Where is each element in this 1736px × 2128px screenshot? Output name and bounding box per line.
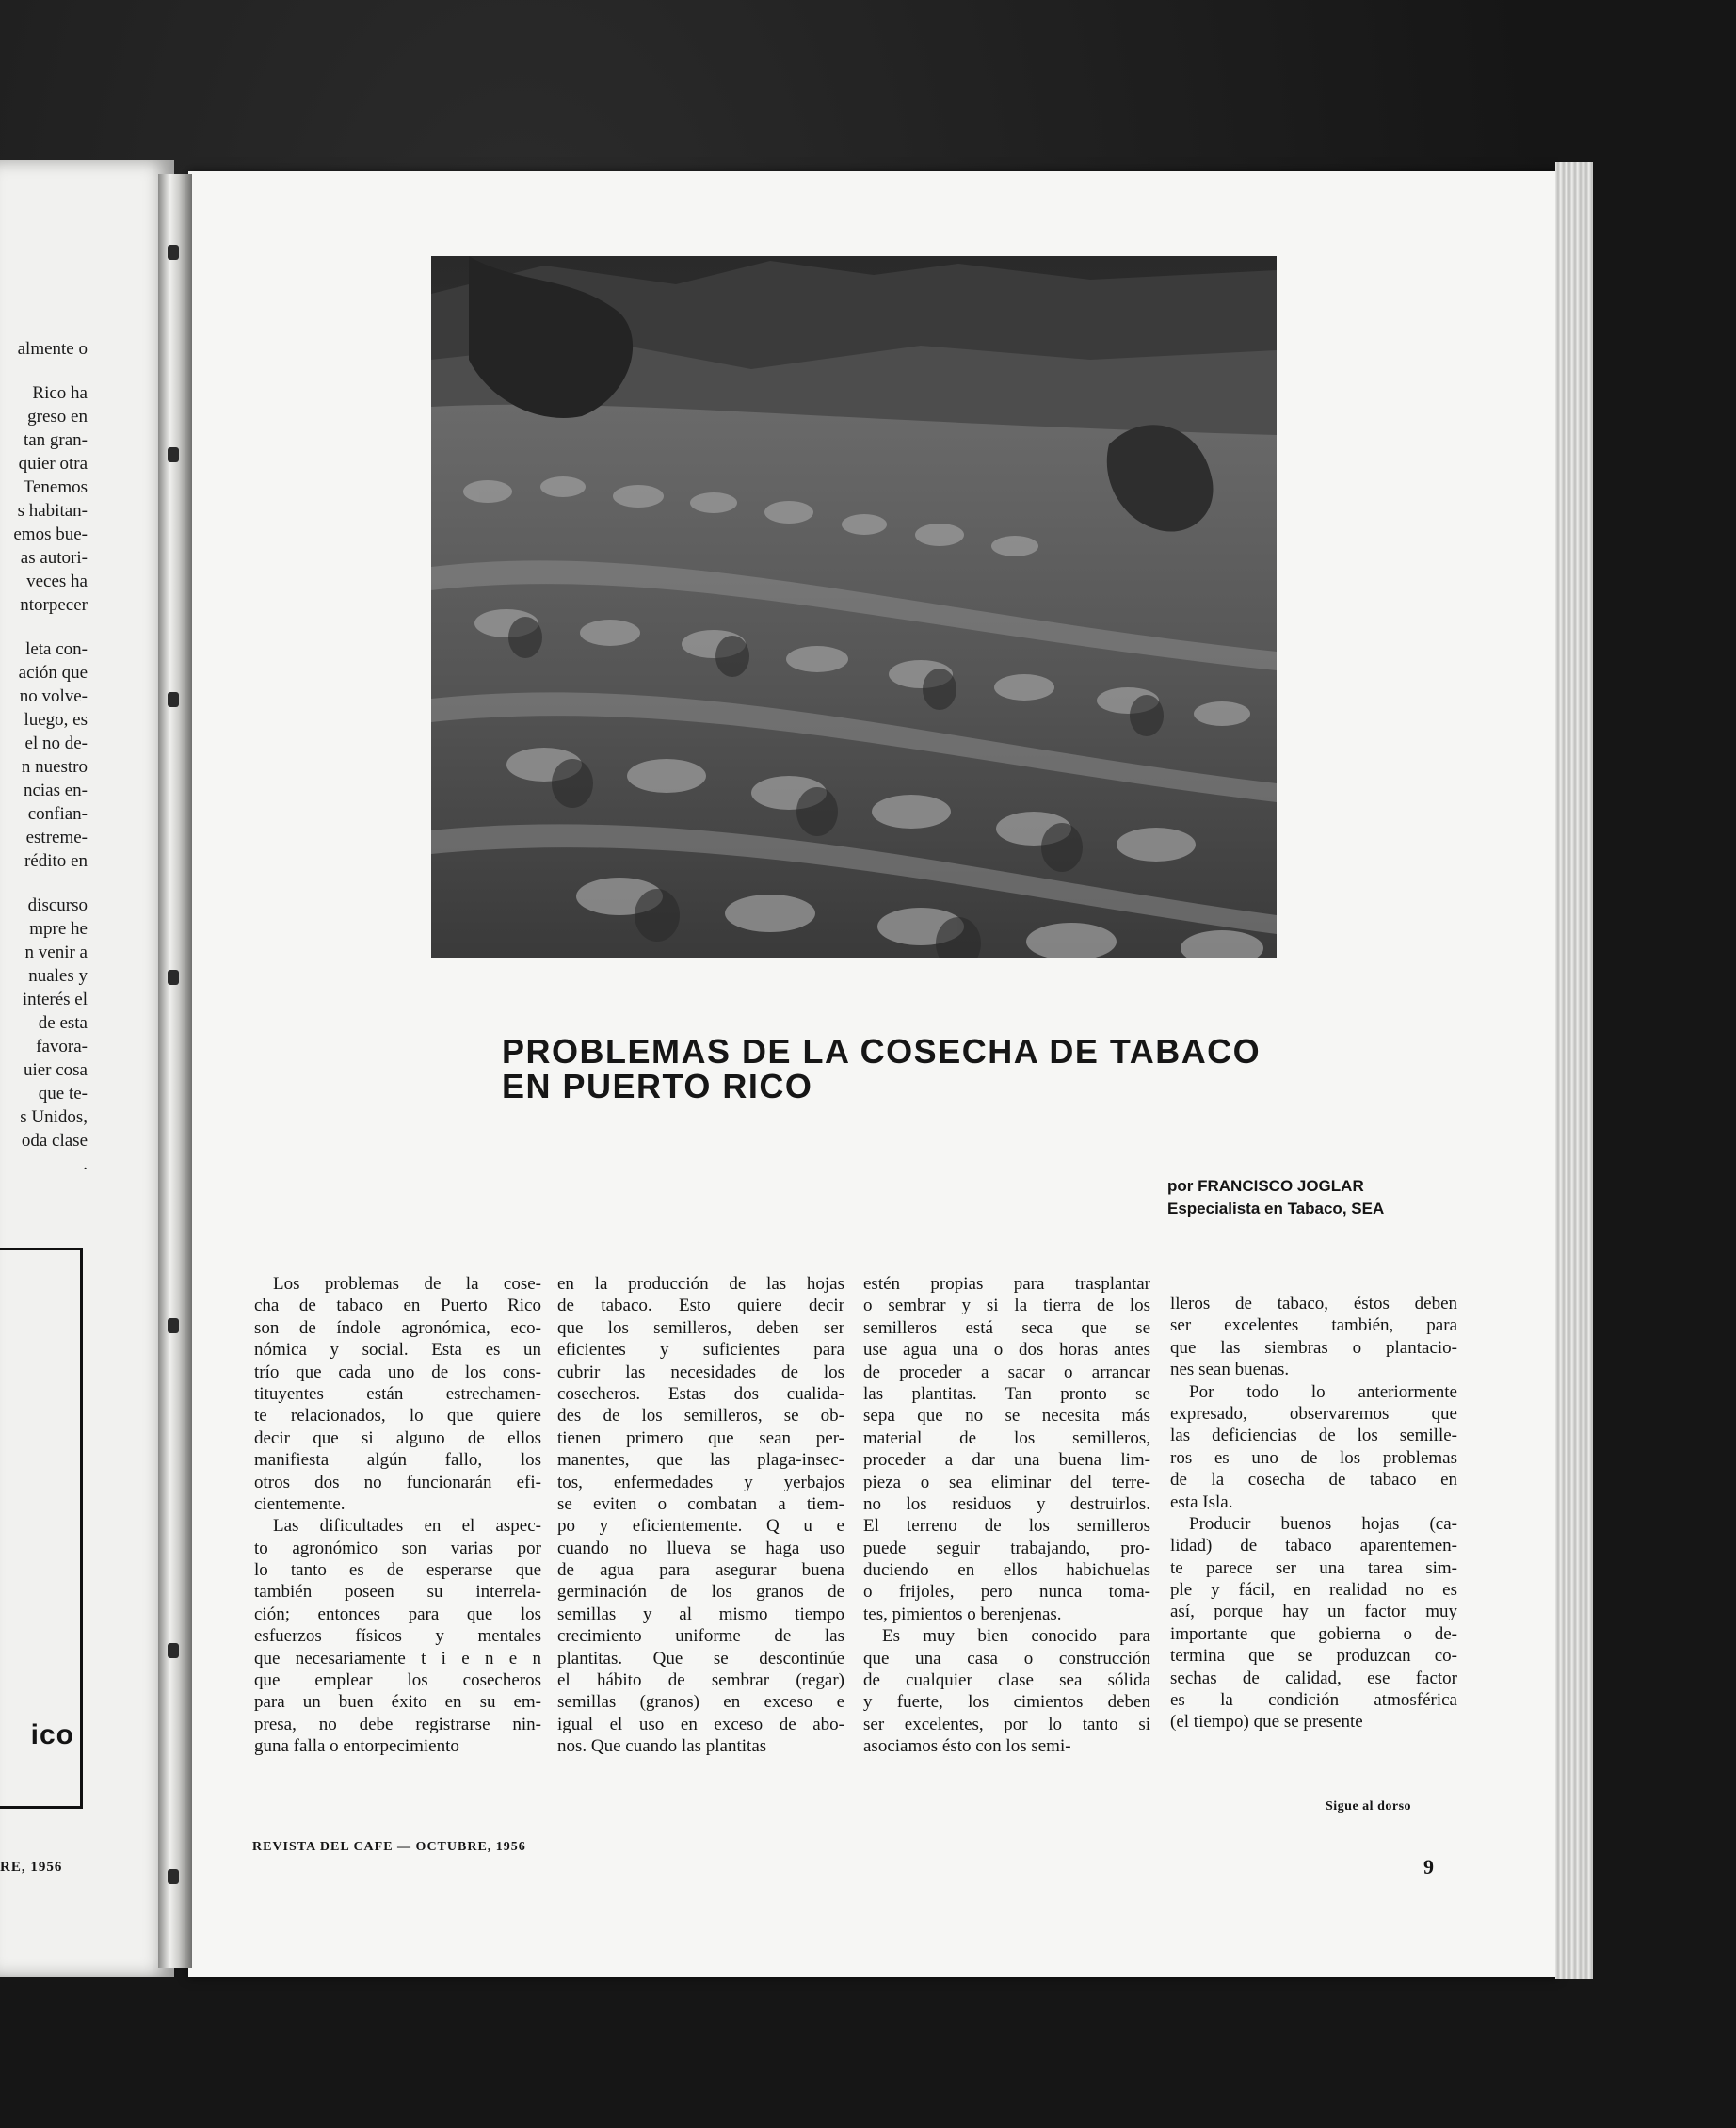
article-text-line: las plantitas. Tan pronto se — [863, 1383, 1150, 1404]
article-text-line: te parece ser una tarea sim- — [1170, 1557, 1457, 1578]
left-page-line: veces ha — [26, 572, 88, 591]
article-text-line: igual el uso en exceso de abo- — [557, 1714, 844, 1734]
article-column-1 — [254, 1273, 541, 1758]
article-text-line: ser excelentes, por lo tanto si — [863, 1714, 1150, 1734]
page-footer: REVISTA DEL CAFE — OCTUBRE, 1956 — [252, 1840, 526, 1854]
article-text-line: ción; entonces para que los — [254, 1604, 541, 1624]
article-text-line: germinación de los granos de — [557, 1582, 844, 1603]
article-text-line: ple y fácil, en realidad no es — [1170, 1580, 1457, 1601]
left-page-line: interés el — [22, 990, 88, 1009]
article-text-line: sechas de calidad, ese factor — [1170, 1668, 1457, 1688]
article-text-line: ros es uno de los problemas — [1170, 1447, 1457, 1468]
article-text-line: plantitas. Que se descontinúe — [557, 1648, 844, 1669]
article-text-line: to agronómico son varias por — [254, 1538, 541, 1558]
left-page-line: s habitan- — [17, 501, 88, 521]
article-text-line: po y eficientemente. Q u e — [557, 1516, 844, 1537]
left-page-line: no volve- — [19, 686, 88, 706]
left-page-box — [0, 1248, 83, 1809]
tobacco-field-photo — [431, 256, 1277, 958]
article-text-line: también poseen su interrela- — [254, 1582, 541, 1603]
article-text-line: lleros de tabaco, éstos deben — [1170, 1294, 1457, 1314]
article-text-line: sepa que no se necesita más — [863, 1406, 1150, 1427]
left-page-line: s Unidos, — [20, 1107, 88, 1127]
left-page-paragraph — [0, 381, 88, 617]
article-text-line: (el tiempo) que se presente — [1170, 1712, 1363, 1733]
left-page-line: ncias en- — [23, 781, 88, 800]
article-text-line: cuando no llueva se haga uso — [557, 1538, 844, 1558]
article-text-line: esfuerzos físicos y mentales — [254, 1626, 541, 1647]
article-text-line: de tabaco. Esto quiere decir — [557, 1296, 844, 1316]
left-page-text — [0, 337, 88, 1197]
article-text-line: te relacionados, lo que quiere — [254, 1406, 541, 1427]
article-text-line: presa, no debe registrarse nin- — [254, 1714, 541, 1734]
left-page-line: de esta — [38, 1013, 88, 1033]
article-text-line: de agua para asegurar buena — [557, 1560, 844, 1581]
left-page-line: emos bue- — [13, 524, 88, 544]
article-text-line: tos, enfermedades y yerbajos — [557, 1472, 844, 1492]
left-page-line: confian- — [27, 804, 88, 824]
article-text-line: nómica y social. Esta es un — [254, 1340, 541, 1361]
left-page-line: . — [83, 1154, 88, 1174]
article-text-line: en la producción de las hojas — [557, 1274, 844, 1294]
left-page-line: rédito en — [24, 851, 88, 871]
article-text-line: lo tanto es de esperarse que — [254, 1560, 541, 1581]
article-text-line: semillas (granos) en exceso e — [557, 1692, 844, 1713]
article-text-line: Es muy bien conocido para — [882, 1626, 1150, 1647]
left-page-paragraph — [0, 337, 88, 361]
left-page-line: mpre he — [29, 919, 88, 939]
left-page-line: quier otra — [18, 454, 88, 474]
left-box-fragment: ico — [30, 1719, 74, 1750]
left-facing-page — [0, 160, 174, 1977]
article-text-line: manifiesta algún fallo, los — [254, 1450, 541, 1471]
left-page-line: leta con- — [25, 639, 88, 659]
article-text-line: Producir buenos hojas (ca- — [1189, 1513, 1457, 1534]
left-page-line: que te- — [38, 1084, 88, 1104]
byline — [1167, 1175, 1450, 1220]
article-text-line: otros dos no funcionarán efi- — [254, 1472, 541, 1492]
left-page-line: ntorpecer — [20, 595, 88, 615]
article-text-line: duciendo en ellos habichuelas — [863, 1560, 1150, 1581]
article-text-line: así, porque hay un factor muy — [1170, 1602, 1457, 1622]
binding-stitch — [168, 1643, 179, 1658]
article-text-line: que las siembras o plantacio- — [1170, 1337, 1457, 1358]
article-text-line: que los semilleros, deben ser — [557, 1317, 844, 1338]
article-text-line: des de los semilleros, se ob- — [557, 1406, 844, 1427]
article-text-line: guna falla o entorpecimiento — [254, 1736, 459, 1757]
article-text-line: y fuerte, los cimientos deben — [863, 1692, 1150, 1713]
article-text-line: material de los semilleros, — [863, 1427, 1150, 1448]
article-text-line: asociamos ésto con los semi- — [863, 1736, 1071, 1757]
left-page-line: ación que — [18, 663, 88, 683]
byline-role: Especialista en Tabaco, SEA — [1167, 1200, 1385, 1217]
article-text-line: es la condición atmosférica — [1170, 1690, 1457, 1711]
article-text-line: semilleros está seca que se — [863, 1317, 1150, 1338]
article-text-line: no los residuos y destruirlos. — [863, 1493, 1150, 1514]
article-text-line: esta Isla. — [1170, 1491, 1233, 1512]
title-line: EN PUERTO RICO — [502, 1067, 813, 1105]
page-number: 9 — [1423, 1855, 1434, 1878]
article-text-line: use agua una o dos horas antes — [863, 1340, 1150, 1361]
binding-stitch — [168, 1318, 179, 1333]
article-text-line: importante que gobierna o de- — [1170, 1623, 1457, 1644]
article-text-line: tes, pimientos o berenjenas. — [863, 1604, 1062, 1624]
left-page-line: estreme- — [25, 828, 88, 847]
article-text-line: El terreno de los semilleros — [863, 1516, 1150, 1537]
left-page-line: luego, es — [24, 710, 88, 730]
article-text-line: decir que si alguno de ellos — [254, 1427, 541, 1448]
article-text-line: cosecheros. Estas dos cualida- — [557, 1383, 844, 1404]
article-text-line: o sembrar y si la tierra de los — [863, 1296, 1150, 1316]
binding-stitch — [168, 970, 179, 985]
left-page-line: el no de- — [24, 734, 88, 753]
article-text-line: que necesariamente t i e n e n — [254, 1648, 541, 1669]
continued-note: Sigue al dorso — [1326, 1799, 1412, 1814]
left-page-line: greso en — [27, 407, 88, 427]
article-text-line: eficientes y suficientes para — [557, 1340, 844, 1361]
left-page-line: n venir a — [24, 943, 88, 962]
binding-stitch — [168, 245, 179, 260]
article-text-line: Los problemas de la cose- — [273, 1274, 541, 1294]
article-text-line: cientemente. — [254, 1493, 346, 1514]
article-column-3 — [863, 1273, 1150, 1758]
byline-author: por FRANCISCO JOGLAR — [1167, 1177, 1364, 1195]
left-page-line: as autori- — [20, 548, 88, 568]
article-column-4 — [1170, 1293, 1457, 1733]
left-page-paragraph — [0, 894, 88, 1176]
article-text-line: que una casa o construcción — [863, 1648, 1150, 1669]
article-text-line: puede seguir trabajando, pro- — [863, 1538, 1150, 1558]
article-text-line: el hábito de sembrar (regar) — [557, 1670, 844, 1691]
article-text-line: Las dificultades en el aspec- — [273, 1516, 541, 1537]
article-title — [502, 1034, 1349, 1104]
left-page-line: Rico ha — [32, 383, 88, 403]
left-page-paragraph — [0, 637, 88, 873]
article-text-line: proceder a dar una buena lim- — [863, 1450, 1150, 1471]
article-text-line: semillas y al mismo tiempo — [557, 1604, 844, 1624]
article-text-line: nos. Que cuando las plantitas — [557, 1736, 767, 1757]
left-page-line: tan gran- — [23, 430, 88, 450]
binding-stitch — [168, 447, 179, 462]
left-page-line: n nuestro — [21, 757, 88, 777]
left-page-line: oda clase — [21, 1131, 88, 1151]
article-text-line: cubrir las necesidades de los — [557, 1362, 844, 1382]
article-text-line: nes sean buenas. — [1170, 1360, 1290, 1380]
title-line: PROBLEMAS DE LA COSECHA DE TABACO — [502, 1032, 1262, 1071]
article-text-line: termina que se produzcan co- — [1170, 1646, 1457, 1667]
binding-stitch — [168, 1869, 179, 1884]
left-page-line: Tenemos — [23, 477, 88, 497]
left-page-line: nuales y — [28, 966, 88, 986]
article-text-line: las deficiencias de los semille- — [1170, 1426, 1457, 1446]
left-page-line: uier cosa — [23, 1060, 88, 1080]
article-text-line: o frijoles, pero nunca toma- — [863, 1582, 1150, 1603]
article-text-line: lidad) de tabaco aparentemen- — [1170, 1536, 1457, 1556]
article-text-line: tienen primero que sean per- — [557, 1427, 844, 1448]
article-column-2 — [557, 1273, 844, 1758]
article-text-line: de proceder a sacar o arrancar — [863, 1362, 1150, 1382]
article-text-line: para un buen éxito en su em- — [254, 1692, 541, 1713]
left-page-line: favora- — [36, 1037, 88, 1056]
article-text-line: ser excelentes también, para — [1170, 1315, 1457, 1336]
article-text-line: de la cosecha de tabaco en — [1170, 1470, 1457, 1491]
article-text-line: pieza o sea eliminar del terre- — [863, 1472, 1150, 1492]
article-text-line: de cualquier clase sea sólida — [863, 1670, 1150, 1691]
binding-stitch — [168, 692, 179, 707]
article-text-line: se eviten o combatan a tiem- — [557, 1493, 844, 1514]
article-text-line: manentes, que las plaga-insec- — [557, 1450, 844, 1471]
article-text-line: estén propias para trasplantar — [863, 1274, 1150, 1294]
page-edges — [1555, 162, 1593, 1979]
article-text-line: trío que cada uno de los cons- — [254, 1362, 541, 1382]
article-text-line: tituyentes están estrechamen- — [254, 1383, 541, 1404]
article-text-line: que emplear los cosecheros — [254, 1670, 541, 1691]
left-page-line: almente o — [17, 339, 88, 359]
article-text-line: expresado, observaremos que — [1170, 1403, 1457, 1424]
left-page-line: discurso — [27, 895, 88, 915]
article-text-line: crecimiento uniforme de las — [557, 1626, 844, 1647]
book-spine — [158, 174, 192, 1968]
article-text-line: Por todo lo anteriormente — [1189, 1381, 1457, 1402]
left-page-footer: RE, 1956 — [0, 1860, 63, 1875]
article-text-line: cha de tabaco en Puerto Rico — [254, 1296, 541, 1316]
article-text-line: son de índole agronómica, eco- — [254, 1317, 541, 1338]
